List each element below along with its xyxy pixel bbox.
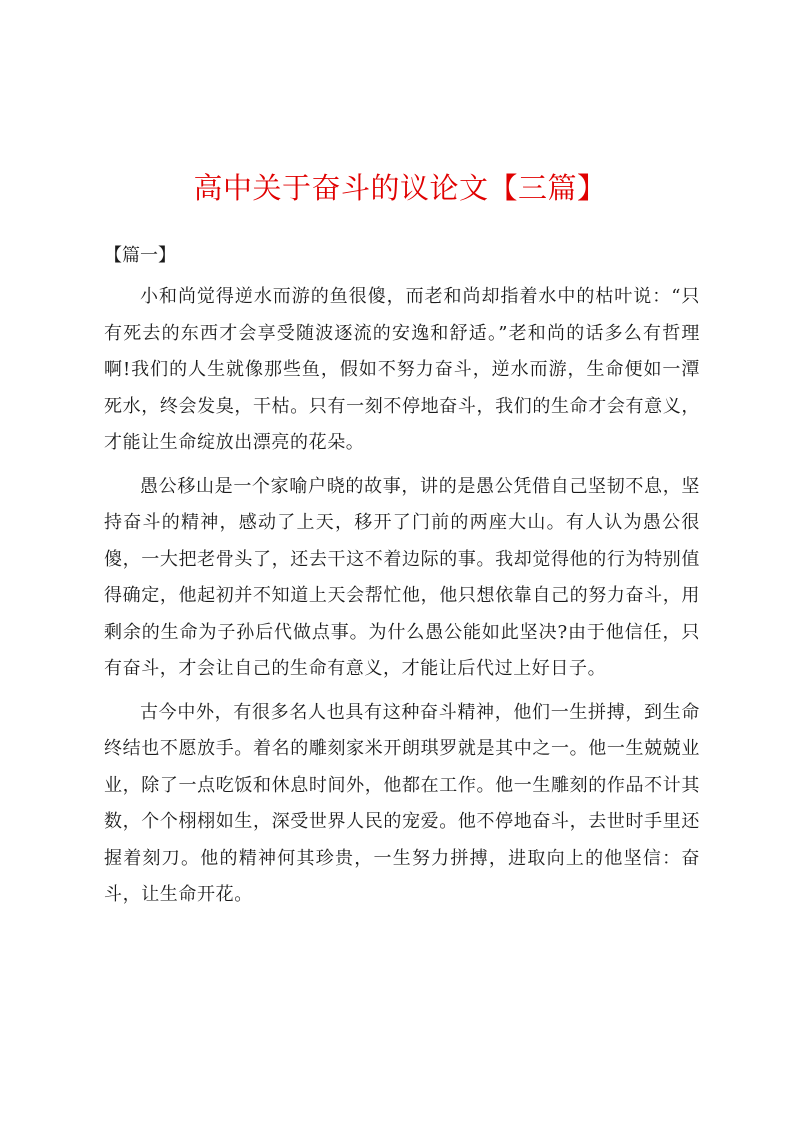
section-heading: 【篇一】 (104, 245, 176, 266)
body-text (104, 279, 700, 921)
paragraph: 小和尚觉得逆水而游的鱼很傻，而老和尚却指着水中的枯叶说：“只有死去的东西才会享受随波逐流的安逸和舒适。”老和尚的话多么有哲理啊!我们的人生就像那些鱼，假如不努力奋斗，逆水而游，生命便如一潭死水，终会发臭，干枯。只有一刻不停地奋斗，我们的生命才会有意义，才能让生命绽放出漂亮的花朵。 (104, 286, 700, 453)
paragraph: 古今中外，有很多名人也具有这种奋斗精神，他们一生拼搏，到生命终结也不愿放手。着名的雕刻家米开朗琪罗就是其中之一。他一生兢兢业业，除了一点吃饭和休息时间外，他都在工作。他一生雕刻的作品不计其数，个个栩栩如生，深受世界人民的宠爱。他不停地奋斗，去世时手里还握着刻刀。他的精神何其珍贵，一生努力拼搏，进取向上的他坚信：奋斗，让生命开花。 (104, 701, 700, 905)
paragraph: 愚公移山是一个家喻户晓的故事，讲的是愚公凭借自己坚韧不息，坚持奋斗的精神，感动了上天，移开了门前的两座大山。有人认为愚公很傻，一大把老骨头了，还去干这不着边际的事。我却觉得他的行为特别值得确定，他起初并不知道上天会帮忙他，他只想依靠自己的努力奋斗，用剩余的生命为子孙后代做点事。为什么愚公能如此坚决?由于他信任，只有奋斗，才会让自己的生命有意义，才能让后代过上好日子。 (104, 475, 700, 679)
document-title: 高中关于奋斗的议论文【三篇】 (193, 171, 607, 205)
